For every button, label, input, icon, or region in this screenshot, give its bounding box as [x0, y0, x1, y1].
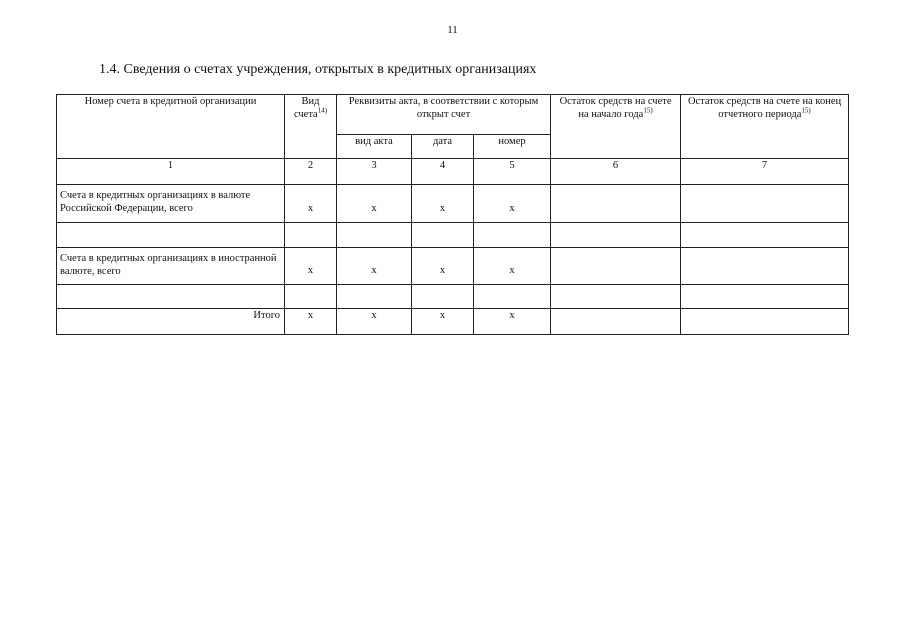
cell-empty: [551, 185, 681, 223]
header-act-type: вид акта: [337, 135, 412, 159]
header-act-details: Реквизиты акта, в соответствии с которым открыт счет: [337, 95, 551, 135]
cell-x: x: [337, 185, 412, 223]
header-act-date: дата: [412, 135, 474, 159]
column-number: 6: [551, 159, 681, 185]
cell-empty: [474, 285, 551, 309]
table-row-blank: [57, 223, 849, 248]
header-balance-end: Остаток средств на счете на конец отчетного периода$^{15)}$: [681, 95, 849, 159]
footnote-ref-15: 15): [643, 106, 653, 115]
cell-x: x: [285, 309, 337, 335]
cell-empty: [57, 223, 285, 248]
cell-empty: [551, 223, 681, 248]
header-act-number: номер: [474, 135, 551, 159]
cell-empty: [681, 248, 849, 285]
column-number: 5: [474, 159, 551, 185]
cell-empty: [681, 223, 849, 248]
cell-empty: [551, 285, 681, 309]
column-number: 2: [285, 159, 337, 185]
cell-empty: [551, 248, 681, 285]
header-account-type: Вид счета$^{14)}$: [285, 95, 337, 159]
table-row-blank: [57, 285, 849, 309]
cell-empty: [551, 309, 681, 335]
cell-x: x: [474, 309, 551, 335]
page-number: 11: [447, 24, 458, 36]
cell-x: x: [337, 309, 412, 335]
cell-empty: [412, 285, 474, 309]
cell-empty: [412, 223, 474, 248]
footnote-ref-14: 14): [317, 106, 328, 115]
row-label: Счета в кредитных организациях в иностранной валюте, всего: [57, 248, 285, 285]
cell-empty: [285, 223, 337, 248]
column-number: 3: [337, 159, 412, 185]
cell-empty: [681, 285, 849, 309]
cell-x: x: [285, 185, 337, 223]
total-row: [57, 309, 849, 335]
cell-x: x: [412, 185, 474, 223]
column-number: 1: [57, 159, 285, 185]
cell-x: x: [474, 248, 551, 285]
table-row: [57, 185, 849, 223]
footnote-ref-15: 15): [801, 106, 811, 115]
column-number: 4: [412, 159, 474, 185]
row-label: Счета в кредитных организациях в валюте Российской Федерации, всего: [57, 185, 285, 223]
section-title: 1.4. Сведения о счетах учреждения, открытых в кредитных организациях: [99, 62, 537, 77]
total-label: Итого: [57, 309, 285, 335]
table-row: [57, 248, 849, 285]
cell-empty: [285, 285, 337, 309]
accounts-table: [56, 94, 849, 335]
cell-empty: [57, 285, 285, 309]
header-account-number: Номер счета в кредитной организации: [57, 95, 285, 159]
cell-empty: [337, 285, 412, 309]
cell-x: x: [412, 309, 474, 335]
column-numbers-row: [57, 159, 849, 185]
cell-x: x: [337, 248, 412, 285]
header-balance-start: Остаток средств на счете на начало года$^{15)}$: [551, 95, 681, 159]
cell-empty: [681, 185, 849, 223]
cell-empty: [681, 309, 849, 335]
cell-x: x: [412, 248, 474, 285]
column-number: 7: [681, 159, 849, 185]
cell-x: x: [474, 185, 551, 223]
cell-empty: [337, 223, 412, 248]
cell-empty: [474, 223, 551, 248]
cell-x: x: [285, 248, 337, 285]
